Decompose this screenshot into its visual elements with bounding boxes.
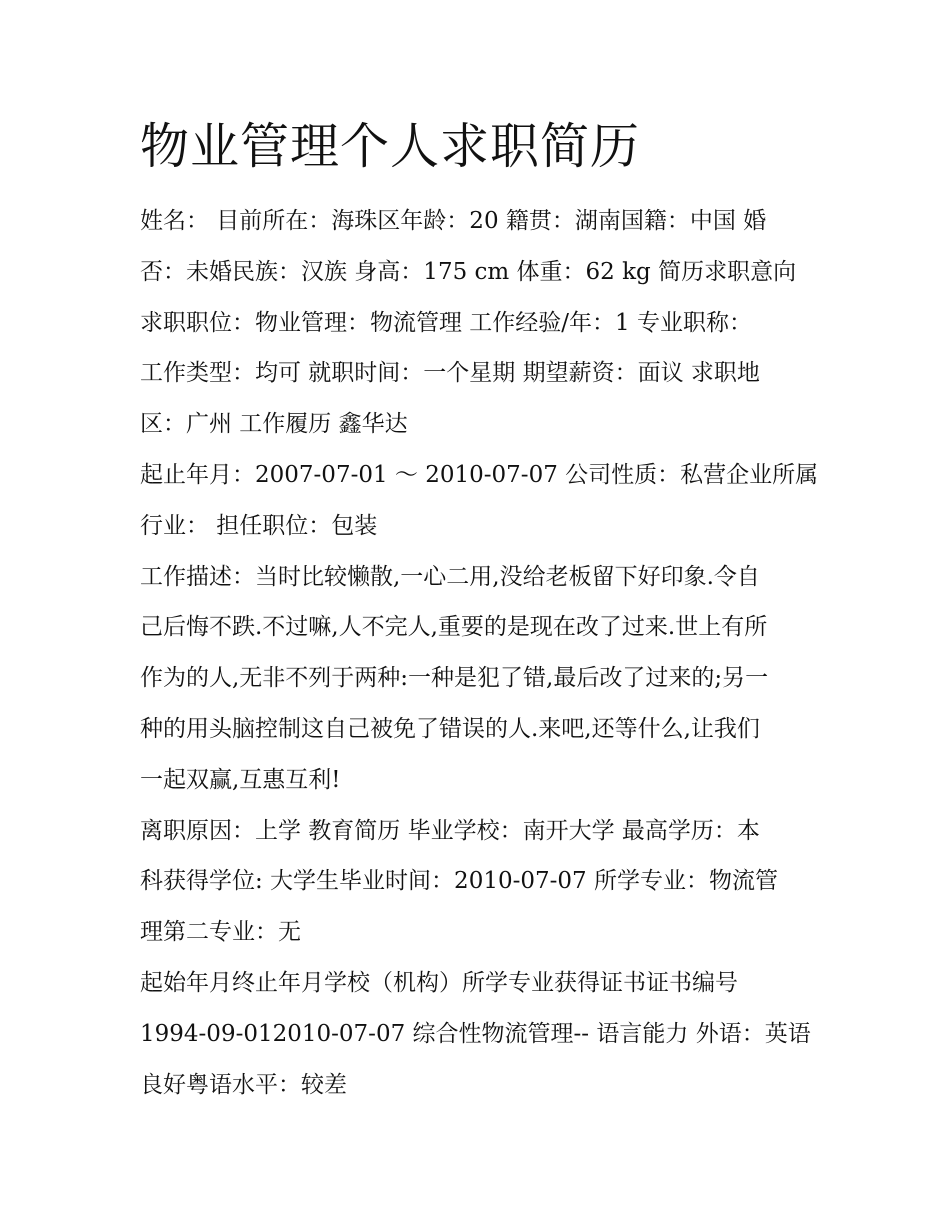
paragraph — [140, 958, 820, 1110]
text-line: 起始年月终止年月学校（机构）所学专业获得证书证书编号 — [140, 969, 738, 996]
document-title: 物业管理个人求职简历 — [140, 118, 641, 175]
text-line: 姓名： 目前所在：海珠区年龄：20 籍贯：湖南国籍：中国 婚 — [140, 208, 767, 234]
text-line: 理第二专业：无 — [140, 919, 301, 946]
text-line: 种的用头脑控制这自己被免了错误的人.来吧,还等什么,让我们 — [140, 715, 760, 742]
text-line: 己后悔不跌.不过嘛,人不完人,重要的是现在改了过来.世上有所 — [140, 614, 768, 641]
text-line: 起止年月：2007-07-01 ～ 2010-07-07 公司性质：私营企业所属 — [140, 461, 819, 488]
text-line: 行业： 担任职位：包装 — [140, 512, 378, 539]
text-line: 良好粤语水平：较差 — [140, 1071, 347, 1098]
paragraph — [140, 450, 820, 552]
document-body — [140, 196, 820, 1110]
text-line: 一起双赢,互惠互利! — [140, 766, 341, 793]
paragraph — [140, 196, 820, 450]
text-line: 工作类型：均可 就职时间：一个星期 期望薪资：面议 求职地 — [140, 360, 760, 387]
text-line: 工作描述：当时比较懒散,一心二用,没给老板留下好印象.令自 — [140, 563, 760, 590]
text-line: 否：未婚民族：汉族 身高：175 cm 体重：62 kg 简历求职意向 — [140, 258, 797, 285]
text-line: 作为的人,无非不列于两种:一种是犯了错,最后改了过来的;另一 — [140, 665, 769, 692]
paragraph — [140, 806, 820, 958]
text-line: 离职原因：上学 教育简历 毕业学校：南开大学 最高学历：本 — [140, 817, 760, 844]
paragraph — [140, 552, 820, 806]
text-line: 科获得学位: 大学生毕业时间：2010-07-07 所学专业：物流管 — [140, 868, 778, 895]
text-line: 区：广州 工作履历 鑫华达 — [140, 411, 408, 438]
text-line: 1994-09-012010-07-07 综合性物流管理-- 语言能力 外语：英语 — [140, 1020, 811, 1047]
text-line: 求职职位：物业管理：物流管理 工作经验/年：1 专业职称： — [140, 309, 753, 336]
